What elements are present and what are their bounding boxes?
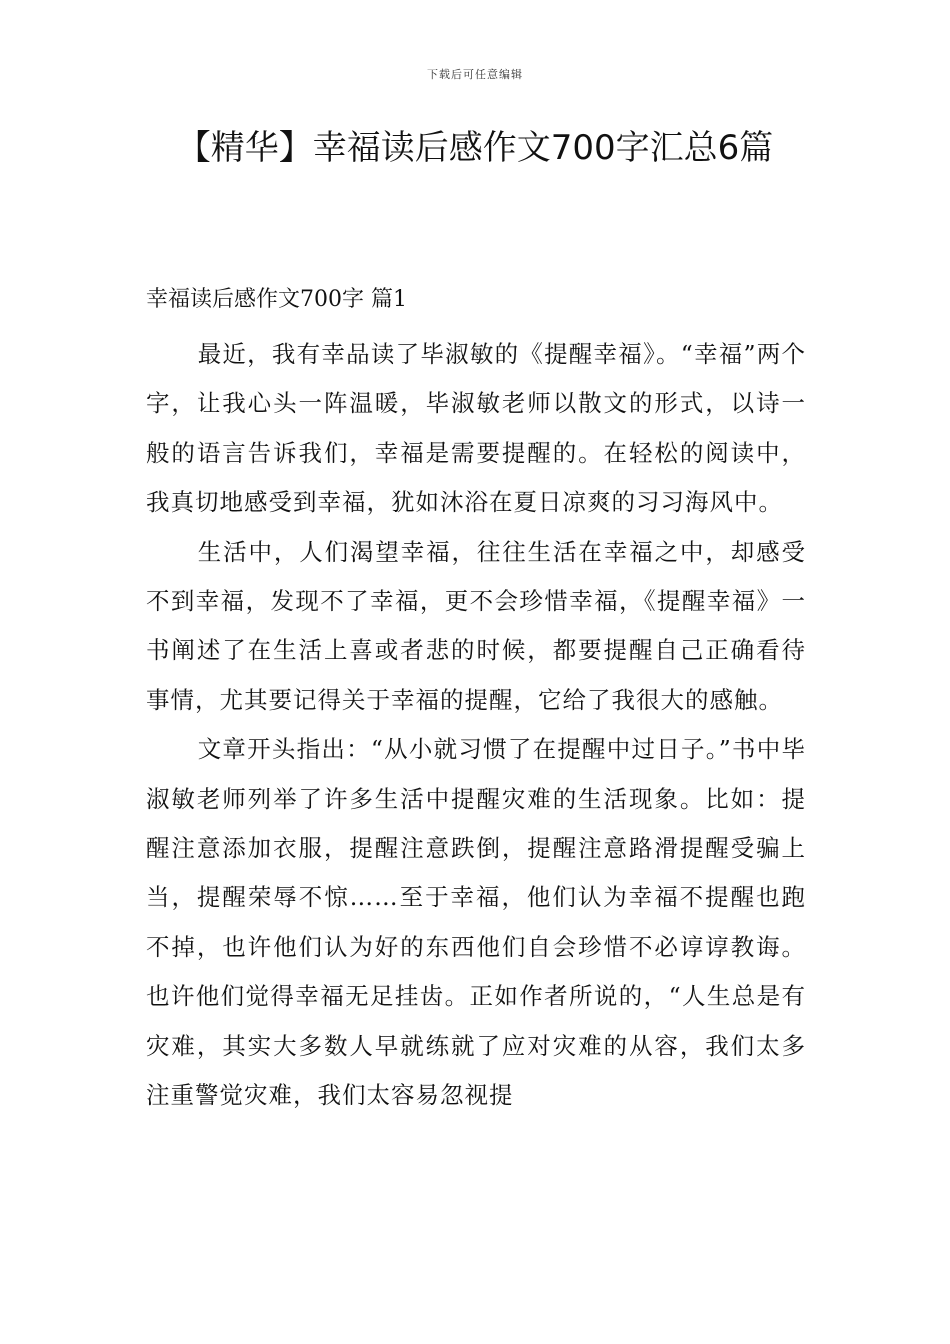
paragraph-2: 生活中，人们渴望幸福，往往生活在幸福之中，却感受不到幸福，发现不了幸福，更不会珍惜幸福，《提醒幸福》一书阐述了在生活上喜或者悲的时候，都要提醒自己正确看待事情，尤其要记得关于幸福的提醒，它给了我很大的感触。 [146, 537, 806, 714]
paragraph-3: 文章开头指出：“从小就习惯了在提醒中过日子。”书中毕淑敏老师列举了许多生活中提醒灾难的生活现象。比如：提醒注意添加衣服，提醒注意跌倒，提醒注意路滑提醒受骗上当，提醒荣辱不惊……至于幸福，他们认为幸福不提醒也跑不掉，也许他们认为好的东西他们自会珍惜不必谆谆教诲。也许他们觉得幸福无足挂齿。正如作者所说的，“人生总是有灾难，其实大多数人早就练就了应对灾难的从容，我们太多注重警觉灾难，我们太容易忽视提 [146, 735, 806, 1110]
body-text [146, 330, 806, 1121]
page-header-note: 下载后可任意编辑 [427, 68, 523, 81]
paragraph-1: 最近，我有幸品读了毕淑敏的《提醒幸福》。“幸福”两个字，让我心头一阵温暖，毕淑敏老师以散文的形式，以诗一般的语言告诉我们，幸福是需要提醒的。在轻松的阅读中，我真切地感受到幸福，犹如沐浴在夏日凉爽的习习海风中。 [146, 340, 806, 517]
section-heading: 幸福读后感作文700字 篇1 [146, 287, 407, 312]
document-title: 【精华】幸福读后感作文700字汇总6篇 [176, 128, 774, 168]
